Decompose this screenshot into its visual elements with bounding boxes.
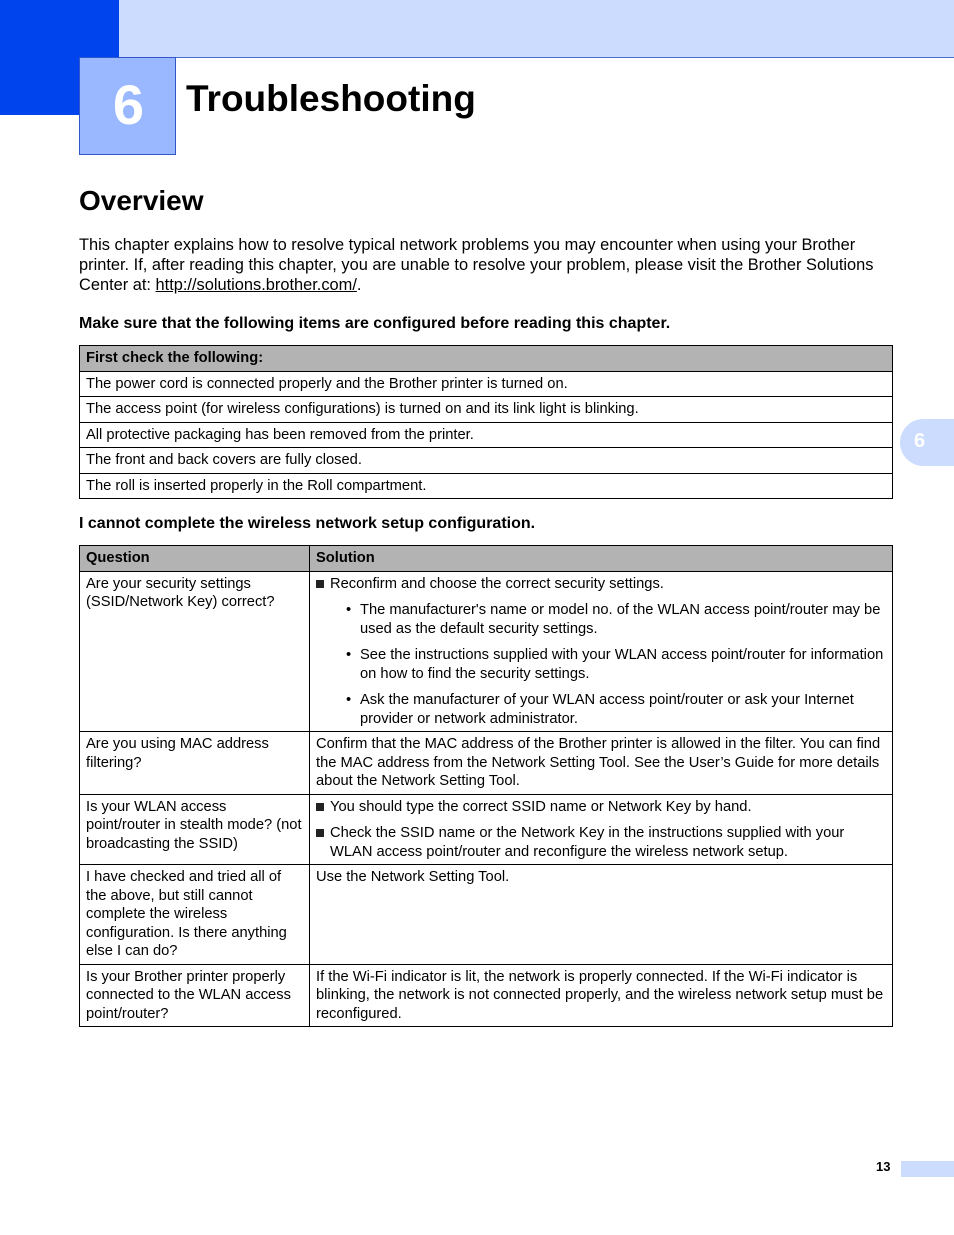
- intro-paragraph: [79, 235, 894, 295]
- table-row: [80, 865, 893, 965]
- question-cell: I have checked and tried all of the above, but still cannot complete the wireless configuration. Is there anything else I can do?: [80, 865, 310, 965]
- footer-bar: [901, 1161, 954, 1177]
- intro-end: .: [356, 276, 362, 294]
- table-row: [80, 794, 893, 865]
- question-cell: Is your WLAN access point/router in stealth mode? (not broadcasting the SSID): [80, 794, 310, 865]
- question-cell: Are you using MAC address filtering?: [80, 732, 310, 795]
- check-table: [79, 345, 893, 499]
- solution-cell: Use the Network Setting Tool.: [310, 865, 893, 965]
- chapter-number: 6: [112, 73, 145, 136]
- square-bullet-icon: [316, 803, 324, 811]
- check-item: The roll is inserted properly in the Roll compartment.: [80, 473, 893, 499]
- solution-cell: [310, 794, 893, 865]
- check-item: The access point (for wireless configurations) is turned on and its link light is blinking.: [80, 397, 893, 423]
- solution-cell: [310, 571, 893, 732]
- solution-bullet: The manufacturer's name or model no. of the WLAN access point/router may be used as the default security settings.: [360, 602, 881, 637]
- check-item: The power cord is connected properly and the Brother printer is turned on.: [80, 371, 893, 397]
- solution-item: You should type the correct SSID name or Network Key by hand.: [330, 798, 752, 815]
- wireless-heading: I cannot complete the wireless network setup configuration.: [79, 515, 536, 532]
- solution-cell: Confirm that the MAC address of the Brother printer is allowed in the filter. You can find the MAC address from the Network Setting Tool. See the User’s Guide for more details about the Network Setting Tool.: [310, 732, 893, 795]
- solution-item: Reconfirm and choose the correct security settings.: [330, 575, 664, 592]
- chapter-side-tab[interactable]: [900, 419, 954, 466]
- overview-heading: Overview: [79, 185, 204, 216]
- side-tab-label: 6: [914, 430, 926, 452]
- solution-bullet: Ask the manufacturer of your WLAN access point/router or ask your Internet provider or network administrator.: [360, 692, 854, 727]
- check-heading: Make sure that the following items are configured before reading this chapter.: [79, 315, 671, 332]
- question-column-header: Question: [80, 546, 310, 572]
- intro-text: This chapter explains how to resolve typical network problems you may encounter when using your Brother printer. If, after reading this chapter, you are unable to resolve your problem, please visit the Brother Solutions Center at:: [79, 236, 874, 294]
- question-cell: Are your security settings (SSID/Network Key) correct?: [80, 571, 310, 732]
- solution-bullet: See the instructions supplied with your WLAN access point/router for information on how to find the security settings.: [360, 647, 884, 682]
- solution-item: Check the SSID name or the Network Key in the instructions supplied with your WLAN access point/router and reconfigure the wireless network setup.: [330, 825, 845, 860]
- check-item: The front and back covers are fully closed.: [80, 448, 893, 474]
- header-band: [119, 0, 954, 58]
- question-cell: Is your Brother printer properly connected to the WLAN access point/router?: [80, 964, 310, 1027]
- bullet-icon: •: [346, 602, 352, 618]
- page-number: 13: [876, 1159, 891, 1174]
- table-row: [80, 732, 893, 795]
- solution-column-header: Solution: [310, 546, 893, 572]
- square-bullet-icon: [316, 829, 324, 837]
- chapter-number-box: [79, 57, 176, 155]
- square-bullet-icon: [316, 580, 324, 588]
- bullet-icon: •: [346, 647, 352, 663]
- solutions-center-link[interactable]: http://solutions.brother.com/: [155, 276, 357, 294]
- solution-cell: If the Wi-Fi indicator is lit, the network is properly connected. If the Wi-Fi indicator is blinking, the network is not connected properly, and the wireless network setup must be reconfigured.: [310, 964, 893, 1027]
- wireless-table: [79, 545, 893, 1027]
- table-row: [80, 571, 893, 732]
- table-row: [80, 964, 893, 1027]
- check-table-header: First check the following:: [80, 346, 893, 372]
- chapter-title: Troubleshooting: [186, 78, 476, 119]
- bullet-icon: •: [346, 692, 352, 708]
- check-item: All protective packaging has been removed from the printer.: [80, 422, 893, 448]
